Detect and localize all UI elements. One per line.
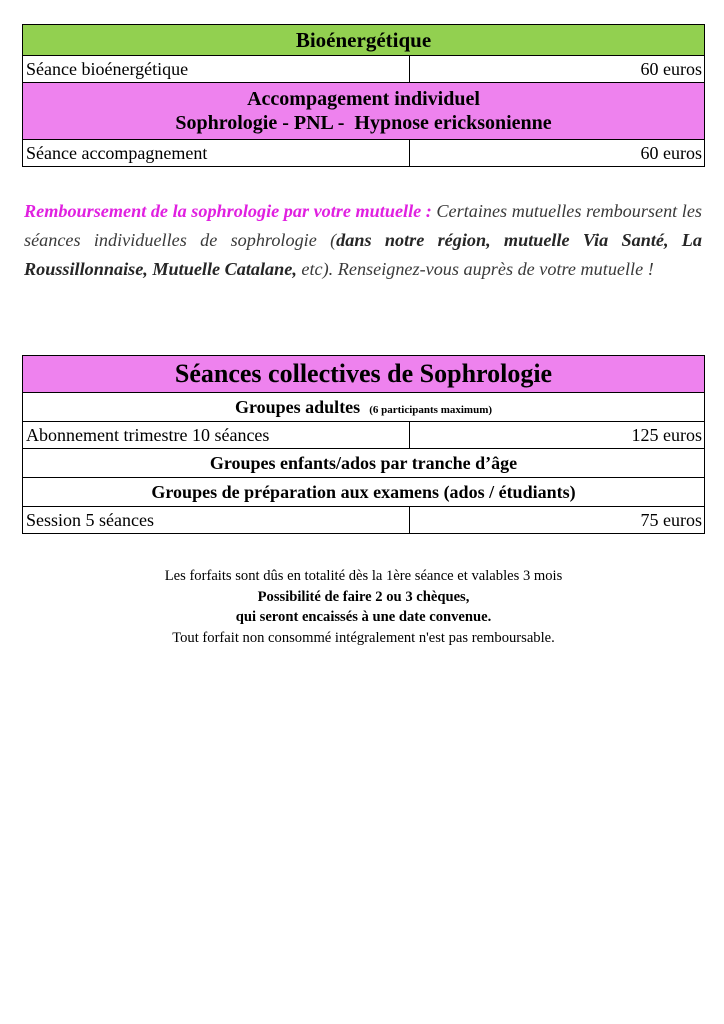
table-row [23,140,705,167]
children-group-header: Groupes enfants/ados par tranche d’âge [23,449,705,478]
session-price: 75 euros [410,507,705,534]
notes-line3: qui seront encaissés à une date convenue. [235,609,492,625]
abonnement-price: 125 euros [410,422,705,449]
accompagnement-session-label: Séance accompagnement [23,140,410,167]
payment-notes [22,566,705,648]
remboursement-paragraph [24,197,702,284]
bioenergetique-header: Bioénergétique [23,25,705,56]
remboursement-text2: etc). Renseignez-vous auprès de votre mutuelle ! [296,259,654,279]
accompagnement-header-line1: Accompagement individuel [247,88,480,110]
collective-prices-table [22,355,705,534]
table-row [23,422,705,449]
notes-line2: Possibilité de faire 2 ou 3 chèques, [257,588,470,605]
abonnement-label: Abonnement trimestre 10 séances [23,422,410,449]
notes-line1: Les forfaits sont dûs en totalité dès la 1ère séance et valables 3 mois [164,568,563,584]
table-row [23,507,705,534]
bioenergetique-session-price: 60 euros [410,56,705,83]
collectives-header: Séances collectives de Sophrologie [23,356,705,393]
table-row [23,56,705,83]
remboursement-text1: Certaines mutuelles remboursent les séances individuelles de sophrologie ( [24,201,703,250]
accompagnement-session-price: 60 euros [410,140,705,167]
session-label: Session 5 séances [23,507,410,534]
individual-prices-table [22,24,705,167]
accompagnement-header [23,83,705,140]
notes-line4: Tout forfait non consommé intégralement n'est pas remboursable. [172,629,555,646]
adults-group-note: (6 participants maximum) [369,403,493,416]
bioenergetique-session-label: Séance bioénergétique [23,56,410,83]
exam-group-header: Groupes de préparation aux examens (ados / étudiants) [23,478,705,507]
adults-group-header [23,393,705,422]
remboursement-mutuelles: dans notre région, mutuelle Via Santé, La Roussillonnaise, Mutuelle Catalane, [24,230,702,279]
accompagnement-header-line2: Sophrologie - PNL - Hypnose ericksonienne [175,112,552,134]
adults-group-label: Groupes adultes [234,396,361,417]
remboursement-title: Remboursement de la sophrologie par votre mutuelle : [24,201,432,221]
